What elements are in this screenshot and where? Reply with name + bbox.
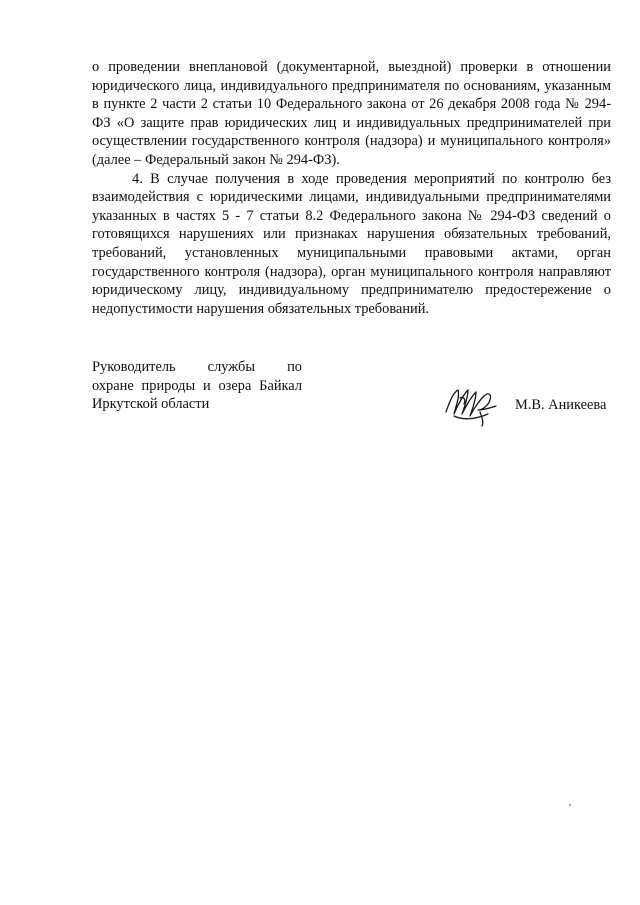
paragraph-4: 4. В случае получения в ходе проведения мероприятий по контролю без взаимодействия с юридическими лицами, индивидуальными предпринимателями указанных в частях 5 - 7 статьи 8.2 Федерального закона № 294-ФЗ сведений о готовящихся нарушениях или признаках нарушения обязательных требований, требований, установленных муниципальными правовыми актами, орган государственного контроля (надзора), орган муниципального контроля направляют юридическому лицу, индивидуальному предпринимателю предостережение о недопустимости нарушения обязательных требований.: [92, 170, 611, 317]
position-line-1: Руководитель службы по: [92, 359, 302, 375]
position-line-3: Иркутской области: [92, 396, 210, 413]
document-body: [92, 58, 611, 318]
paragraph-continuation: о проведении внеплановой (документарной, выездной) проверки в отношении юридического лица, индивидуального предпринимателя по основаниям, указанным в пункте 2 части 2 статьи 10 Федерального закона от 26 декабря 2008 года № 294-ФЗ «О защите прав юридических лиц и индивидуальных предпринимателей при осуществлении государственного контроля (надзора) и муниципального контроля» (далее – Федеральный закон № 294-ФЗ).: [92, 59, 611, 168]
signer-name: М.В. Аникеева: [515, 397, 607, 413]
handwritten-signature-icon: [440, 380, 504, 428]
signatory-position: [92, 358, 302, 414]
scan-speck: [569, 804, 571, 806]
position-line-2: охране природы и озера Байкал: [92, 377, 302, 394]
